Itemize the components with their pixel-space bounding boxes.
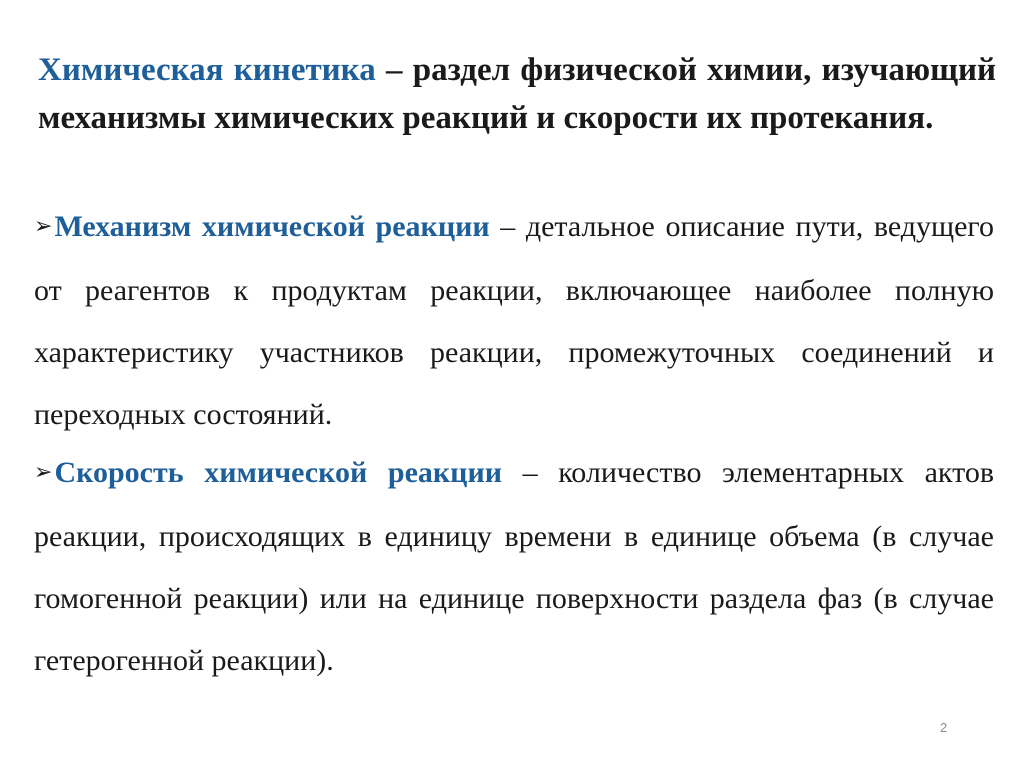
bullet-text: – количество элементарных актов реакции, происходящих в единицу времени в единице объема (в случае гомогенной реакции) или на единице поверхности раздела фаз (в случае гетерогенной реакции). — [34, 456, 994, 677]
bullet-rate — [34, 442, 994, 692]
arrowhead-bullet-icon: ➢ — [34, 459, 53, 484]
title-term: Химическая кинетика — [38, 52, 376, 88]
bullet-text: – детальное описание пути, ведущего от реагентов к продуктам реакции, включающее наиболее полную характеристику участников реакции, промежуточных соединений и переходных состояний. — [34, 210, 994, 431]
bullet-term: Скорость химической реакции — [54, 456, 503, 489]
title-definition: – раздел физической химии, изучающий механизмы химических реакций и скорости их протекания. — [38, 52, 996, 136]
bullet-mechanism — [34, 196, 994, 446]
arrowhead-bullet-icon: ➢ — [34, 213, 53, 238]
page-number: 2 — [940, 720, 948, 735]
bullet-term: Механизм химической реакции — [54, 210, 490, 243]
slide-title — [38, 46, 996, 142]
